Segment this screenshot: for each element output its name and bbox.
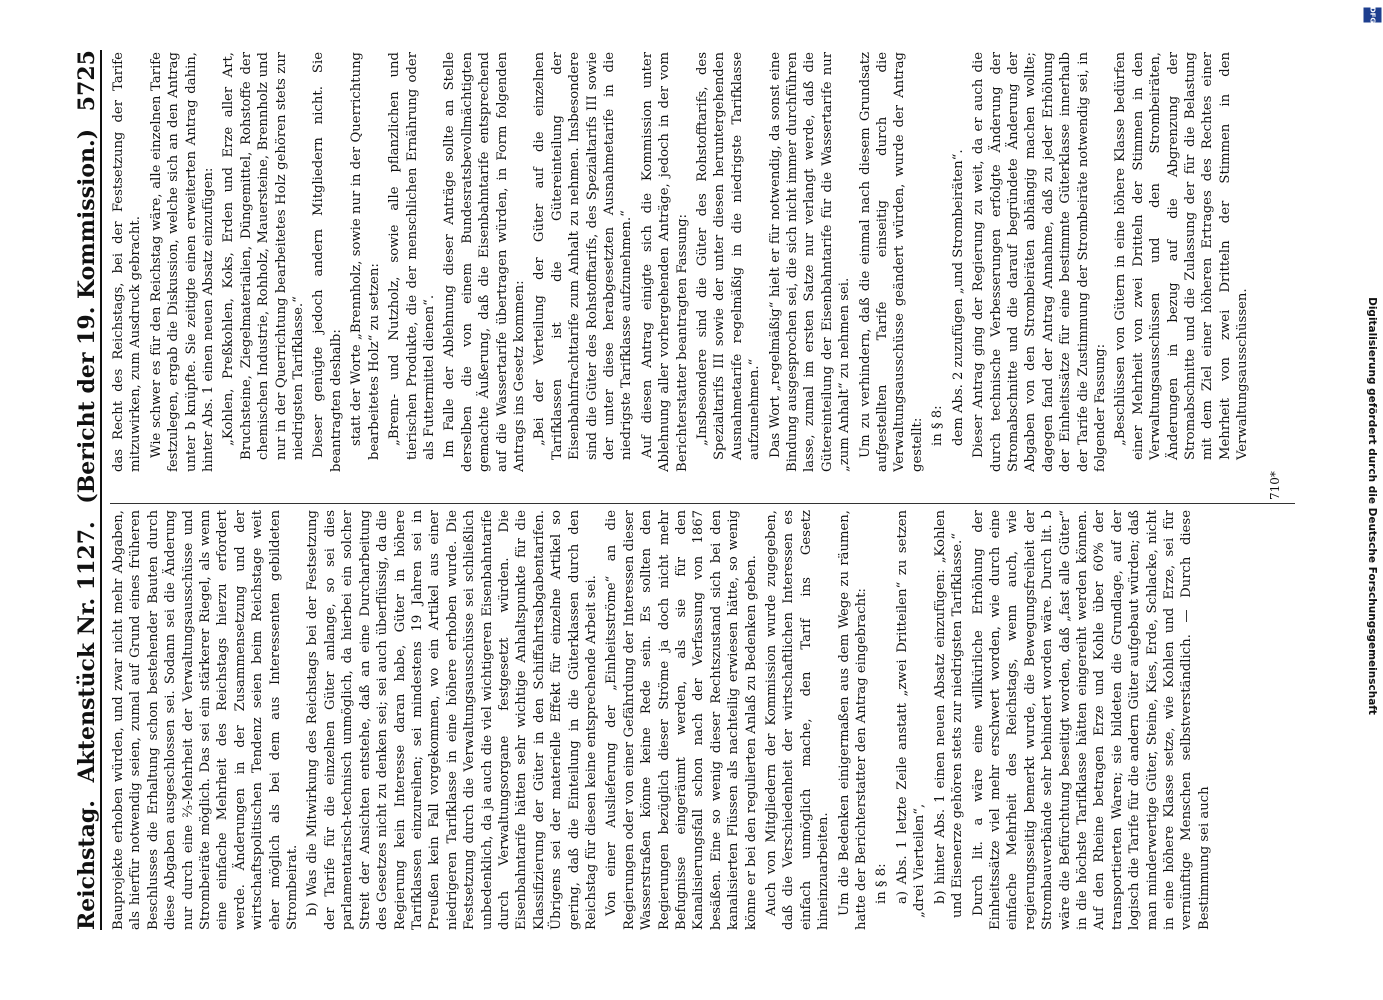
text-column-left — [110, 510, 1295, 930]
paragraph: „Insbesondere sind die Güter des Rohstofftarifs, des Spezialtarifs III sowie der unter diesen heruntergehenden Ausnahmetarife regelmäßig in die niedrigste Tarifklasse aufzunehmen.“ — [695, 52, 763, 460]
footer-stamp: 710* — [1268, 471, 1282, 500]
paragraph: Durch lit. a wäre eine willkürliche Erhöhung der Einheitssätze viel mehr erschwert worden, wie durch eine einfache Mehrheit des Reichstags, wenn auch, wie regierungsseitig bemerkt wurde, die Bewegungsfreiheit der Strombauverbände sehr behindert worden wäre. Durch lit. b wäre die Befürchtung beseitigt worden, daß „fast alle Güter“ in die höchste Tarifklasse hätten eingereiht werden können. Auf den Rheine betragen Erze und Kohle über 60% der transportierten Waren; sie bildeten die Grundlage, auf der logisch die Tarife für die andern Güter aufgebaut würden; daß man minderwertige Güter, Steine, Kies, Erde, Schlacke, nicht in eine höhere Klasse setze, wie Kohlen und Erze, sei für vernünftige Menschen selbstverständlich. — Durch diese Bestimmung sei auch — [970, 510, 1212, 930]
paragraph: Dieser Antrag ging der Regierung zu weit, da er auch die durch technische Verbesserungen erfolgte Änderung der Stromabschnitte und die darauf begründete Änderung der Abgaben von den Strombeiräten abhängig machen wollte; dagegen fand der Antrag Annahme, daß zu jeder Erhöhung der Einheitssätze für eine bestimmte Güterklasse innerhalb der Tarife die Zustimmung der Strombeiräte notwendig sei, in folgender Fassung: — [971, 52, 1108, 472]
paragraph: „Bei der Verteilung der Güter auf die einzelnen Tarifklassen ist die Gütereinteilung der Eisenbahnfrachttarife zum Anhalt zu nehmen. Insbesondere sind die Güter des Rohstofftarifs, des Spezialtarifs III sowie der unter diese herabgesetzten Ausnahmetarife in die niedrigste Tarifklasse aufzunehmen.“ — [532, 52, 635, 460]
running-header — [60, 50, 102, 930]
paragraph: Bauprojekte erhoben würden, und zwar nicht mehr Abgaben, als hierfür notwendig seien, zumal auf Grund eines früheren Beschlusses die Erhaltung schon bestehender Bauten durch diese Abgaben ausgeschlossen sei. Sodann sei die Änderung nur durch eine ⅔-Mehrheit der Verwaltungsausschüsse und Strombeiräte möglich. Das sei ein stärkerer Riegel, als wenn eine einfache Mehrheit des Reichstags hierzu erfordert werde. Änderungen in der Zusammensetzung und der wirtschaftspolitischen Tendenz seien beim Reichstage weit eher möglich als bei dem aus Interessenten gebildeten Strombeirat. — [111, 510, 301, 930]
paragraph: Von einer Auslieferung der „Einheitsströme“ an die Regierungen oder von einer Gefährdung der Interessen dieser Wasserstraßen könne keine Rede sein. Es sollten den Regierungen bezüglich dieser Ströme ja doch nicht mehr Befugnisse eingeräumt werden, als sie für den Kanalisierungsfall schon nach der Verfassung von 1867 besäßen. Eine so wenig dieser Rechtszustand sich bei den kanalisierten Flüssen als nachteilig erwiesen hätte, so wenig könne er bei den regulierten Anlaß zu Bedenken geben. — [604, 510, 759, 930]
paragraph: Im Falle der Ablehnung dieser Anträge sollte an Stelle derselben die von einem Bundesratsbevollmächtigten gemachte Äußerung, daß die Eisenbahntarife entsprechend auf die Wassertarife übertragen würden, in Form folgenden Antrags ins Gesetz kommen: — [442, 52, 527, 472]
paragraph: b) Was die Mitwirkung des Reichstags bei der Festsetzung der Tarife für die einzelnen Güter anlange, so sei dies parlamentarisch-technisch unmöglich, da hierbei ein solcher Streit der Ansichten entstehe, daß an eine Durcharbeitung des Gesetzes nicht zu denken sei; sei auch überflüssig, da die Regierung kein Interesse daran habe, Güter in höhere Tarifklassen einzureihen; sei mindestens 19 Jahren sei in Preußen kein Fall vorgekommen, wo ein Artikel aus einer niedrigeren Tarifklasse in eine höhere erhoben wurde. Die Festsetzung durch die Verwaltungsausschüsse sei schließlich unbedenklich, da ja auch die viel wichtigeren Eisenbahntarife durch Verwaltungsorgane festgesetzt würden. Die Eisenbahntarife hätten sehr wichtige Anhaltspunkte für die Klassifizierung der Güter in den Schiffahrtsabgabentarifen. Übrigens sei der materielle Effekt für einzelne Artikel so gering, daß die Einteilung in die Güterklassen durch den Reichstag für diesen keine entsprechende Arbeit sei. — [305, 510, 599, 930]
text-column-right — [110, 52, 1295, 472]
paragraph: dem Abs. 2 zuzufügen „und Strombeiräten“. — [950, 149, 966, 446]
header-document-number: Aktenstück Nr. 1127. — [74, 521, 100, 783]
paragraph: Dieser genügte jedoch andern Mitgliedern nicht. Sie beantragten deshalb: — [311, 52, 344, 472]
paragraph: Das Wort „regelmäßig“ hielt er für notwendig, da sonst eine Bindung ausgesprochen sei, die sich nicht immer durchführen lasse, zumal im ersten Satze nur verlangt werde, daß die Gütereinteilung der Eisenbahntarife für die Wassertarife nur „zum Anhalt“ zu nehmen sei. — [767, 52, 853, 472]
paragraph: Um zu verhindern, daß die einmal nach diesem Grundsatz aufgestellten Tarife einseitig durch die Verwaltungsausschüsse geändert würden, wurde der Antrag gestellt: — [857, 52, 925, 472]
paragraph: „Beschlüssen von Gütern in eine höhere Klasse bedürfen einer Mehrheit von zwei Dritteln der Stimmen in den Verwaltungsausschüssen und den Strombeiräten, Änderungen in bezug auf die Abgrenzung der Stromabschnitte und die Zulassung der für die Belastung mit dem Ziel einer höheren Ertrages des Rechtes einer Mehrheit von zwei Dritteln der Stimmen in den Verwaltungsausschüssen. — [1113, 52, 1251, 460]
paragraph: in § 8: — [874, 863, 890, 904]
paragraph: in § 8: — [930, 405, 946, 446]
digitization-strip — [1362, 0, 1383, 1000]
paragraph: b) hinter Abs. 1 einen neuen Absatz einzufügen: „Kohlen und Eisenerze gehören stets zur niedrigsten Tarifklasse.“ — [932, 510, 966, 918]
header-report-title: (Bericht der 19. Kommission.) — [74, 128, 100, 504]
page-number: 5725 — [74, 50, 100, 112]
paragraph: a) Abs. 1 letzte Zeile anstatt „zwei Dritteilen“ zu setzen „drei Vierteilen“, — [894, 510, 928, 918]
header-chamber: Reichstag. — [74, 800, 100, 930]
paragraph: Auf diesen Antrag einigte sich die Kommission unter Ablehnung aller vorhergehenden Anträge, jedoch in der vom Berichterstatter beantragten Fassung: — [639, 52, 690, 472]
digitization-notice: Digitalisierung gefördert durch die Deutsche Forschungsgemeinschaft — [1366, 297, 1378, 715]
paragraph: „Brenn- und Nutzholz, sowie alle pflanzlichen und tierischen Produkte, die der menschlichen Ernährung oder als Futtermittel dienen“. — [387, 52, 437, 460]
paragraph: „Kohlen, Preßkohlen, Koks, Erden und Erze aller Art, Bruchsteine, Ziegelmaterialien, Düngemittel, Rohstoffe der chemischen Industrie, Rohholz, Mauersteine, Brennholz und nur in der Querrichtung bearbeitetes Holz gehören stets zur niedrigsten Tarifklasse.“ — [221, 52, 307, 460]
paragraph: Um die Bedenken einigermaßen aus dem Wege zu räumen, hatte der Berichterstatter den Antrag eingebracht: — [836, 510, 870, 930]
column-divider — [110, 503, 1295, 504]
paragraph: das Recht des Reichstags, bei der Festsetzung der Tarife mitzuwirken, zum Ausdruck gebracht. — [111, 52, 144, 472]
paragraph: Wie schwer es für den Reichstag wäre, alle einzelnen Tarife festzulegen, ergab die Diskussion, welche sich an den Antrag unter b knüpfte. Sie zeitigte einen erweiterten Antrag dahin, hinter Abs. 1 einen neuen Absatz einzufügen: — [148, 52, 217, 472]
paragraph: Auch von Mitgliedern der Kommission wurde zugegeben, daß die Verschiedenheit der wirtschaftlichen Interessen es einfach unmöglich mache, den Tarif ins Gesetz hineinzuarbeiten. — [764, 510, 832, 930]
dfg-logo-icon: DFG — [1364, 8, 1382, 23]
paragraph: statt der Worte „Brennholz, sowie nur in der Querrichtung bearbeitetes Holz“ zu setzen: — [349, 52, 382, 460]
